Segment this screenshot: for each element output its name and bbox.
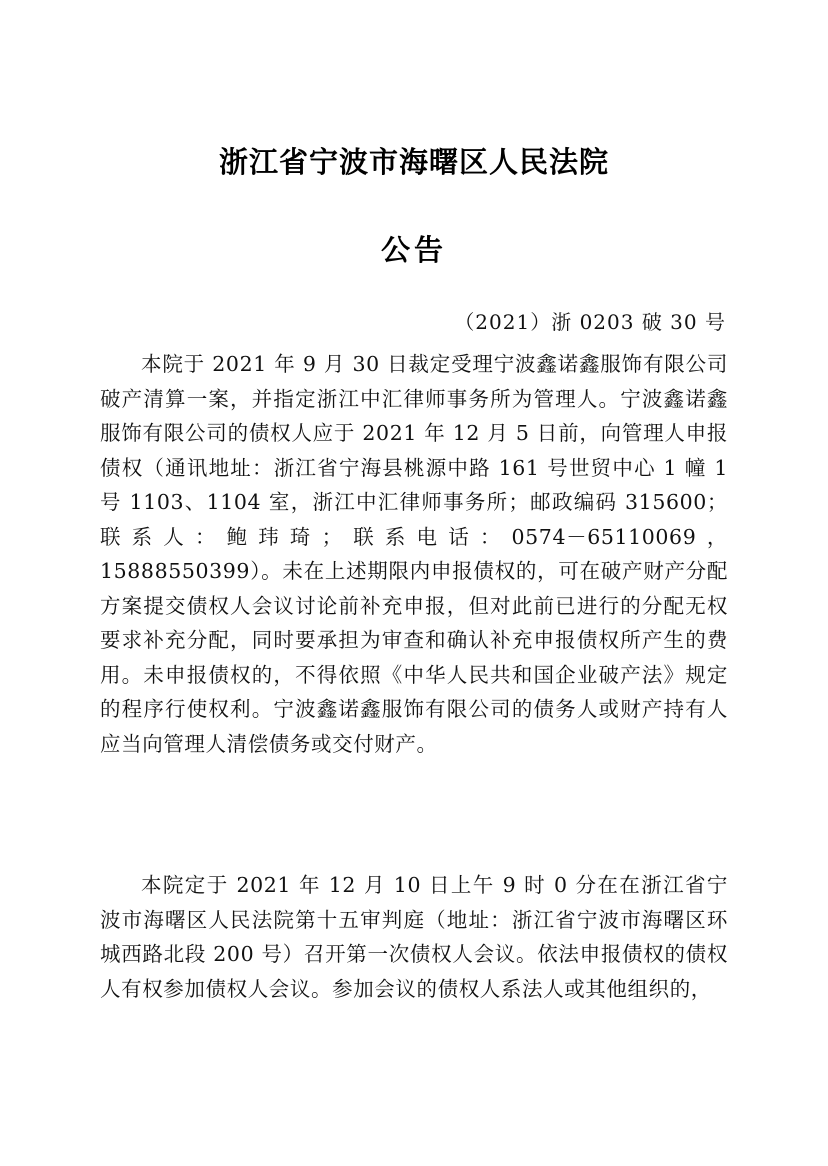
- case-number: （2021）浙 0203 破 30 号: [454, 310, 726, 334]
- court-name-heading: 浙江省宁波市海曙区人民法院: [218, 145, 609, 179]
- document-type-heading: 公告: [380, 233, 447, 267]
- body-paragraph-1: 本院于 2021 年 9 月 30 日裁定受理宁波鑫诺鑫服饰有限公司破产清算一案，并指定浙江中汇律师事务所为管理人。宁波鑫诺鑫服饰有限公司的债权人应于 2021 年 12 月 5 日前，向管理人申报债权（通讯地址：浙江省宁海县桃源中路 161 号世贸中心 1 幢 1 号 1103、1104 室，浙江中汇律师事务所；邮政编码 315600；联系人：鲍玮琦；联系电话：0574－65110069，15888550399）。未在上述期限内申报债权的，可在破产财产分配方案提交债权人会议讨论前补充申报，但对此前已进行的分配无权要求补充分配，同时要承担为审查和确认补充申报债权所产生的费用。未申报债权的，不得依照《中华人民共和国企业破产法》规定的程序行使权利。宁波鑫诺鑫服饰有限公司的债务人或财产持有人应当向管理人清偿债务或交付财产。: [100, 352, 728, 756]
- body-paragraph-2: 本院定于 2021 年 12 月 10 日上午 9 时 0 分在在浙江省宁波市海曙区人民法院第十五审判庭（地址：浙江省宁波市海曙区环城西路北段 200 号）召开第一次债权人会议。依法申报债权的债权人有权参加债权人会议。参加会议的债权人系法人或其他组织的，: [100, 873, 728, 1001]
